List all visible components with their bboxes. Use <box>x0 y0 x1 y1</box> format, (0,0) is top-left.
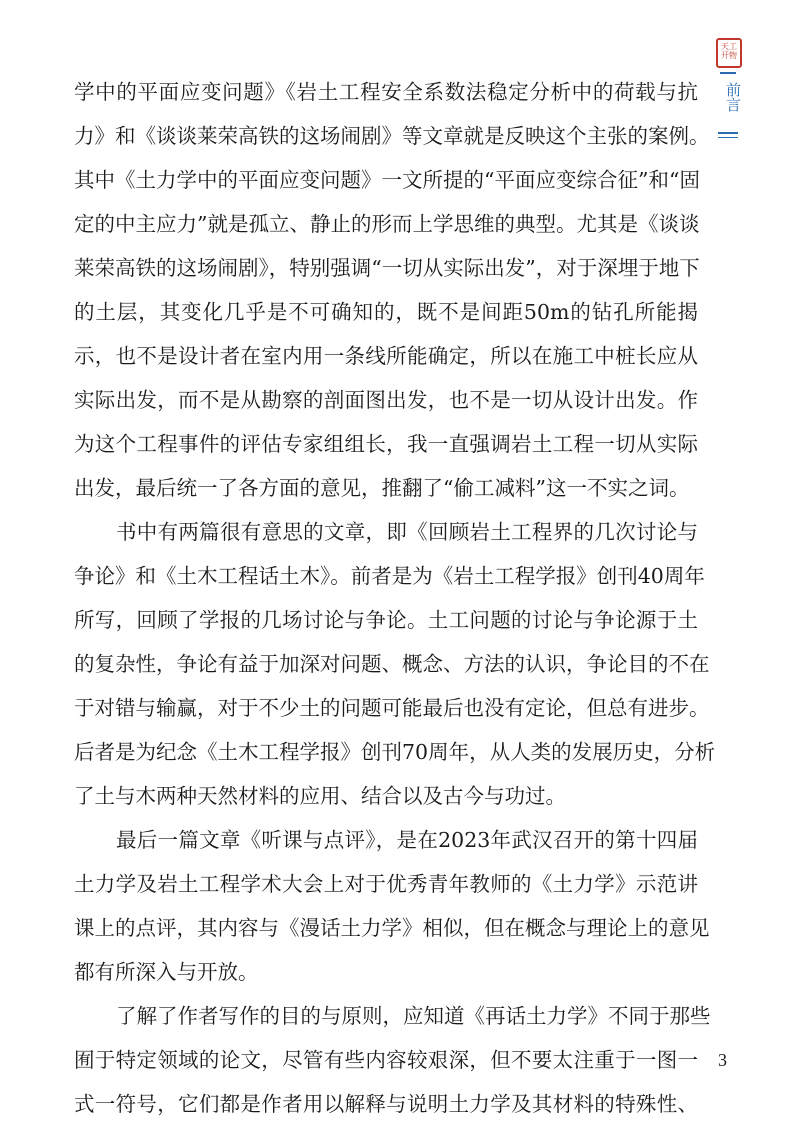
text-line: 所写，回顾了学报的几场讨论与争论。土工问题的讨论与争论源于土 <box>74 608 698 632</box>
text-line: 课上的点评，其内容与《漫话土力学》相似，但在概念与理论上的意见 <box>74 916 710 940</box>
text-line: 争论》和《土木工程话土木》。前者是为《岩土工程学报》创刊40周年 <box>74 564 705 588</box>
text-line: 式一符号，它们都是作者用以解释与说明土力学及其材料的特殊性、 <box>74 1092 698 1116</box>
text-line: 都有所深入与开放。 <box>74 960 259 984</box>
text-line: 定的中主应力”就是孤立、静止的形而上学思维的典型。尤其是《谈谈 <box>74 212 700 236</box>
text-line: 出发，最后统一了各方面的意见，推翻了“偷工减料”这一不实之词。 <box>74 476 690 500</box>
text-line: 力》和《谈谈莱荣高铁的这场闹剧》等文章就是反映这个主张的案例。 <box>74 124 710 148</box>
text-line: 了土与木两种天然材料的应用、结合以及古今与功过。 <box>74 784 566 808</box>
text-line: 后者是为纪念《土木工程学报》创刊70周年，从人类的发展历史，分析 <box>74 740 716 764</box>
text-line: 土力学及岩土工程学术大会上对于优秀青年教师的《土力学》示范讲 <box>74 872 698 896</box>
side-rule-bottom <box>718 132 738 134</box>
side-rule-bottom-thin <box>718 137 738 138</box>
text-line: 了解了作者写作的目的与原则，应知道《再话土力学》不同于那些 <box>116 1004 711 1028</box>
text-line: 示，也不是设计者在室内用一条线所能确定，所以在施工中桩长应从 <box>74 344 698 368</box>
side-rule-top <box>720 72 736 74</box>
text-line: 的土层，其变化几乎是不可确知的，既不是间距50m的钻孔所能揭 <box>74 300 698 324</box>
text-line: 最后一篇文章《听课与点评》，是在2023年武汉召开的第十四届 <box>116 828 698 852</box>
text-line: 的复杂性，争论有益于加深对问题、概念、方法的认识，争论目的不在 <box>74 652 710 676</box>
text-line: 于对错与输赢，对于不少土的问题可能最后也没有定论，但总有进步。 <box>74 696 710 720</box>
text-line: 书中有两篇很有意思的文章，即《回顾岩土工程界的几次讨论与 <box>116 520 698 544</box>
side-logo-text: 天工开物 <box>721 42 737 60</box>
text-line: 实际出发，而不是从勘察的剖面图出发，也不是一切从设计出发。作 <box>74 388 698 412</box>
text-line: 学中的平面应变问题》《岩土工程安全系数法稳定分析中的荷载与抗 <box>74 80 698 104</box>
text-line: 囿于特定领域的论文，尽管有些内容较艰深，但不要太注重于一图一 <box>74 1048 698 1072</box>
text-line: 莱荣高铁的这场闹剧》，特别强调“一切从实际出发”，对于深埋于地下 <box>74 256 700 280</box>
section-label: 前言 <box>724 82 742 112</box>
text-line: 其中《土力学中的平面应变问题》一文所提的“平面应变综合征”和“固 <box>74 168 700 192</box>
body-text <box>74 70 716 1126</box>
page-number: 3 <box>718 1050 727 1070</box>
side-logo <box>716 38 742 68</box>
text-line: 为这个工程事件的评估专家组组长，我一直强调岩土工程一切从实际 <box>74 432 698 456</box>
